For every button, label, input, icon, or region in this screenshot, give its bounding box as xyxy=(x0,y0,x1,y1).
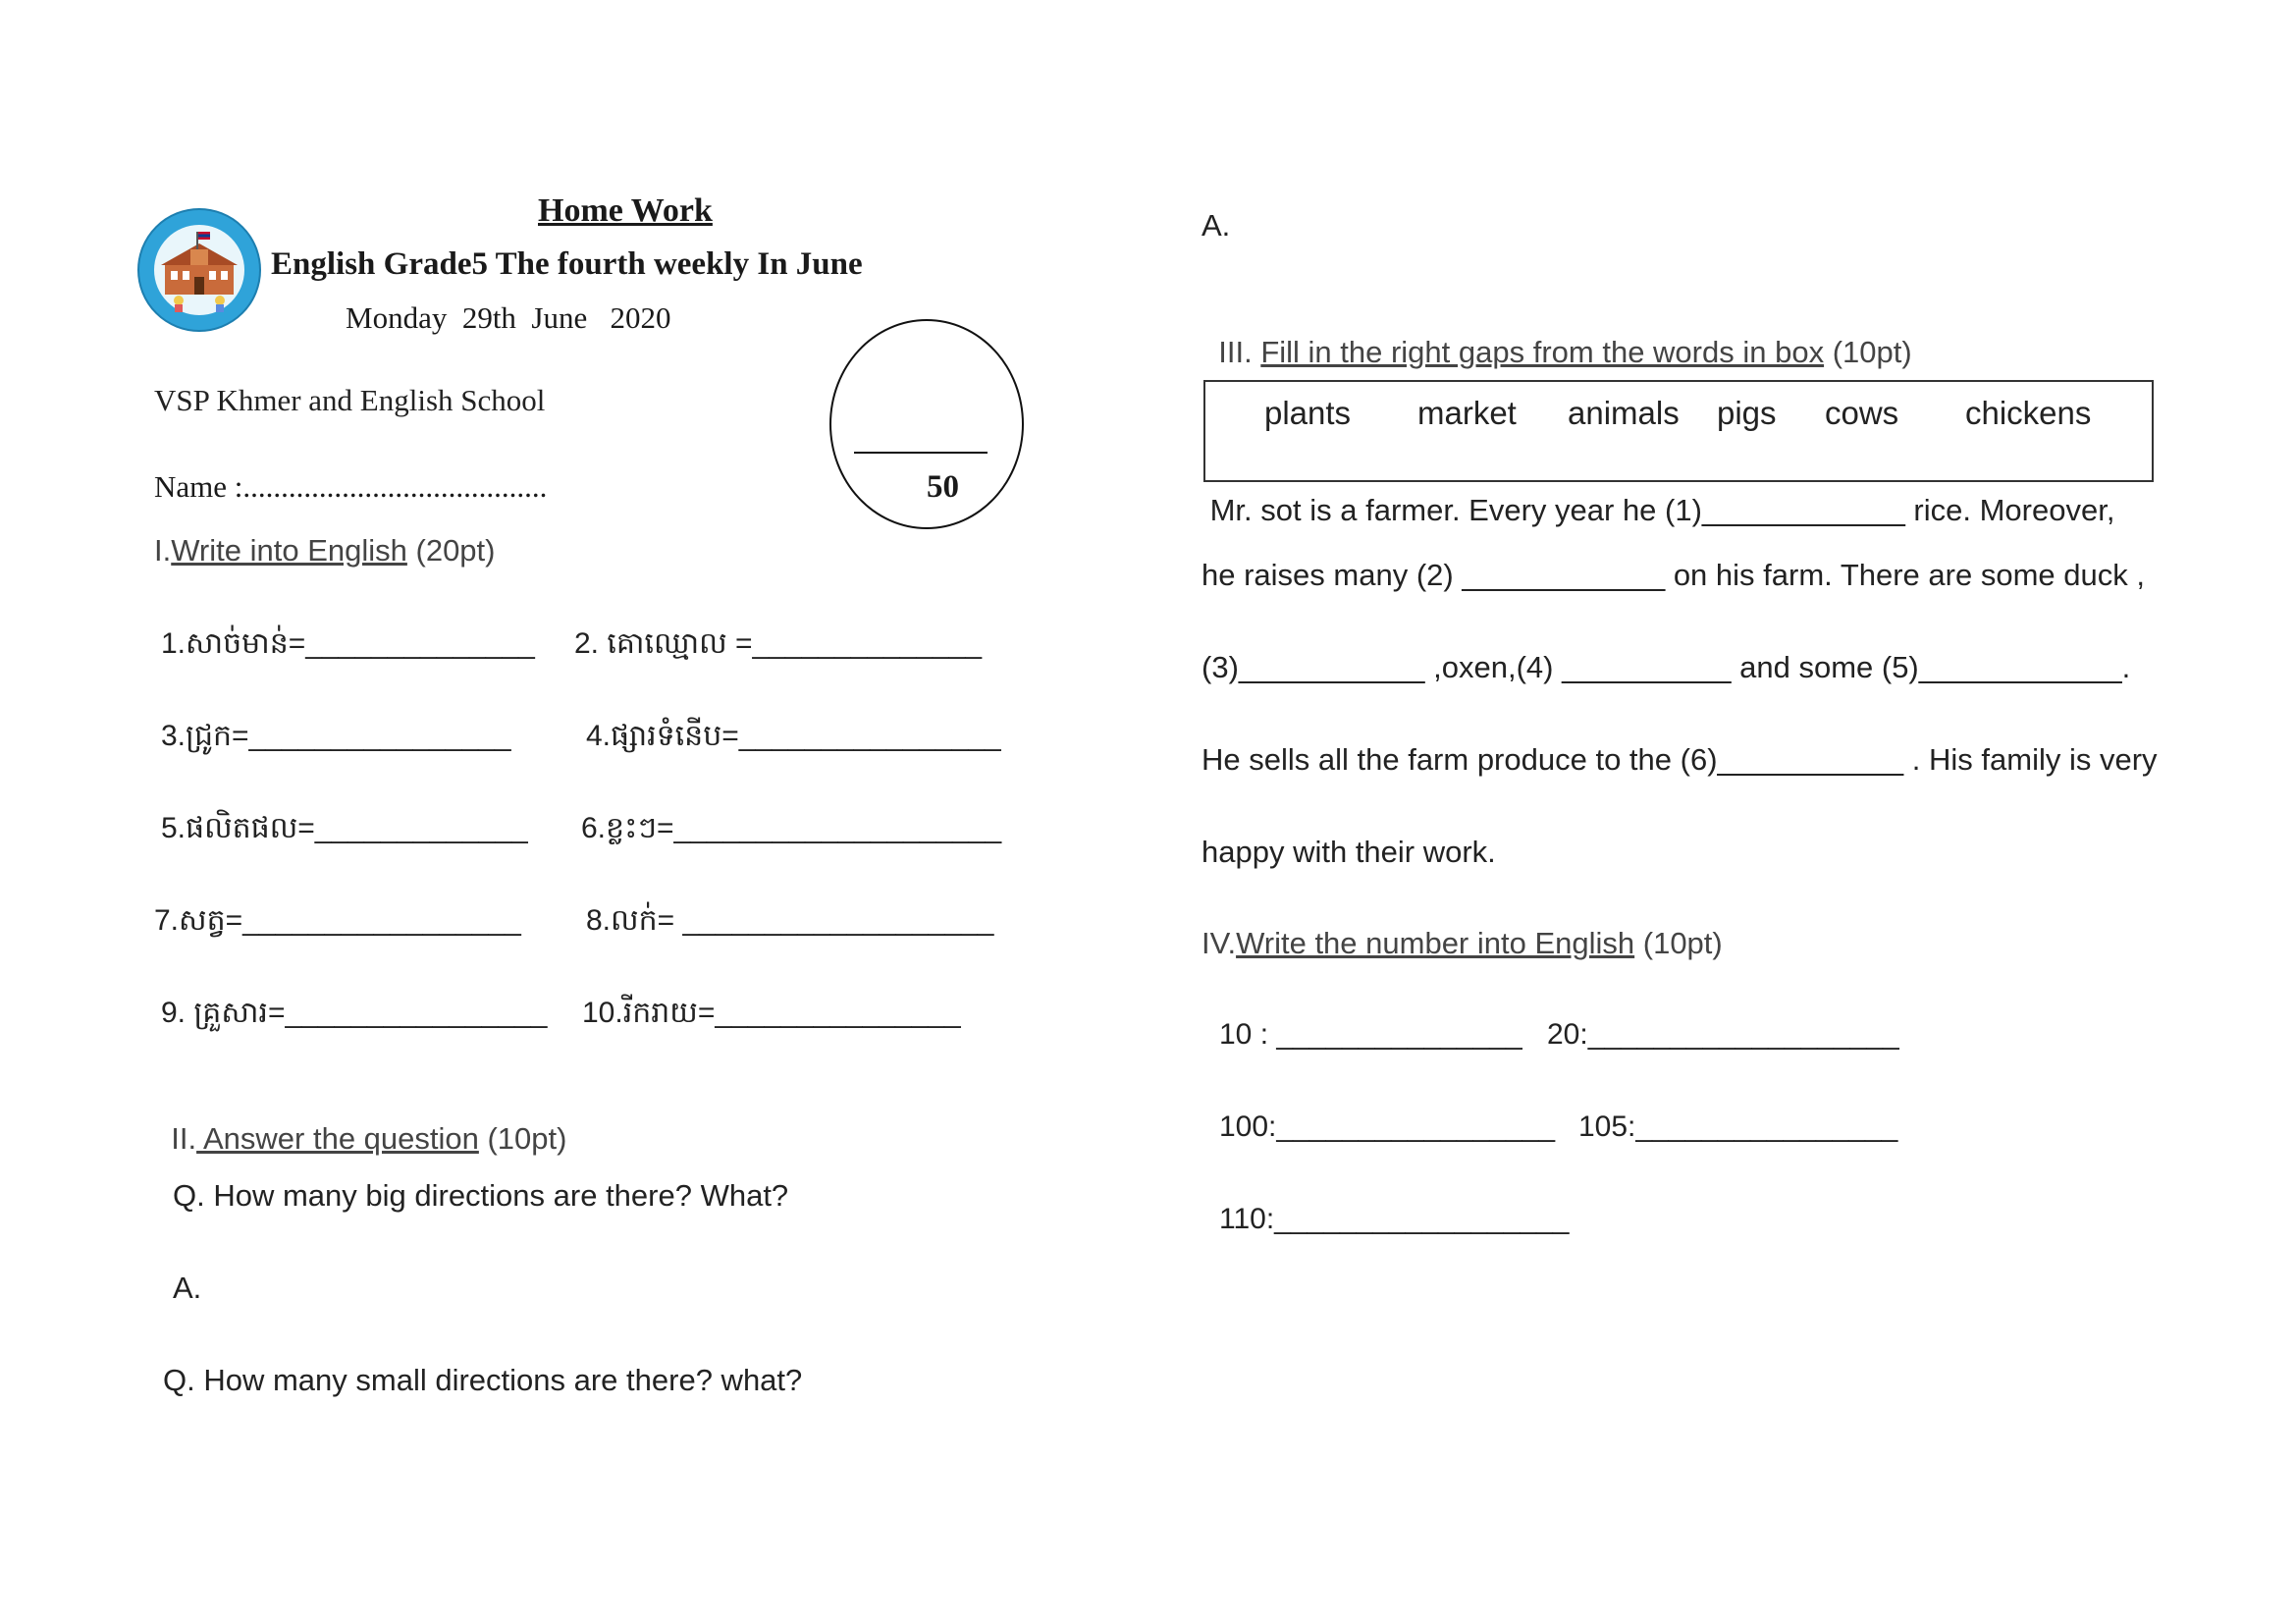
school-seal-icon xyxy=(135,206,263,334)
page-title: Home Work xyxy=(538,192,713,229)
score-blank-line xyxy=(854,452,988,454)
list-item: 105:________________ xyxy=(1578,1110,1898,1143)
section-4-heading xyxy=(1201,926,1723,961)
section-4-points: (10pt) xyxy=(1634,926,1723,960)
page-subtitle: English Grade5 The fourth weekly In June xyxy=(271,246,863,282)
word-box-item: pigs xyxy=(1717,395,1777,431)
list-item: 8.លក់= ___________________ xyxy=(586,904,994,937)
list-item: 9. គ្រួសារ=________________ xyxy=(161,997,548,1029)
list-item: 10 : _______________ xyxy=(1219,1018,1522,1051)
section-2-heading xyxy=(154,1086,566,1157)
word-box-item: cows xyxy=(1825,395,1899,431)
list-item: 110:__________________ xyxy=(1219,1203,1570,1235)
school-name: VSP Khmer and English School xyxy=(154,383,546,417)
list-item: 1.សាច់មាន់=______________ xyxy=(161,627,535,660)
section-4-title: Write the number into English xyxy=(1236,926,1635,960)
passage-line: he raises many (2) ____________ on his farm. There are some duck , xyxy=(1201,558,2145,592)
section-3-points: (10pt) xyxy=(1824,335,1912,369)
passage-line: He sells all the farm produce to the (6)___________ . His family is very xyxy=(1201,742,2158,777)
section-1-points: (20pt) xyxy=(406,533,496,568)
section-2-title: Answer the question xyxy=(196,1121,479,1156)
question-2: Q. How many small directions are there? what? xyxy=(163,1363,803,1397)
section-1-title: Write into English xyxy=(171,533,407,568)
score-total: 50 xyxy=(927,469,959,505)
passage-line: Mr. sot is a farmer. Every year he (1)____________ rice. Moreover, xyxy=(1201,493,2115,527)
section-1-heading xyxy=(154,533,496,568)
section-2-points: (10pt) xyxy=(478,1121,567,1156)
section-3-title: Fill in the right gaps from the words in box xyxy=(1260,335,1825,369)
section-3-heading xyxy=(1201,299,1912,370)
list-item: 4.ផ្សារទំនើប=________________ xyxy=(586,720,1001,752)
list-item: 20:___________________ xyxy=(1547,1018,1899,1051)
word-box-item: plants xyxy=(1264,395,1352,431)
question-1: Q. How many big directions are there? What? xyxy=(173,1178,789,1213)
list-item: 3.ជ្រូក=________________ xyxy=(161,720,511,752)
list-item: 10.រីករាយ=_______________ xyxy=(582,997,961,1029)
answer-2: A. xyxy=(1201,208,1231,243)
worksheet-date: Monday 29th June 2020 xyxy=(346,300,671,335)
passage-line: happy with their work. xyxy=(1201,835,1496,869)
student-name-field: Name :........................................ xyxy=(154,469,548,504)
section-4-number: IV. xyxy=(1201,926,1237,960)
word-box-item: market xyxy=(1417,395,1517,431)
list-item: 2. គោឈ្មោល =______________ xyxy=(574,627,983,660)
word-box-item: animals xyxy=(1568,395,1680,431)
list-item: 5.ផលិតផល=_____________ xyxy=(161,812,528,844)
answer-1: A. xyxy=(173,1271,202,1305)
section-1-number: I. xyxy=(154,533,172,568)
passage-line: (3)___________ ,oxen,(4) __________ and some (5)____________. xyxy=(1201,650,2131,684)
section-2-number: II. xyxy=(171,1121,197,1156)
list-item: 6.ខ្លះៗ=____________________ xyxy=(581,812,1002,844)
list-item: 7.សត្វ=_________________ xyxy=(154,904,521,937)
section-3-number: III. xyxy=(1218,335,1261,369)
word-box-item: chickens xyxy=(1965,395,2092,431)
list-item: 100:_________________ xyxy=(1219,1110,1556,1143)
